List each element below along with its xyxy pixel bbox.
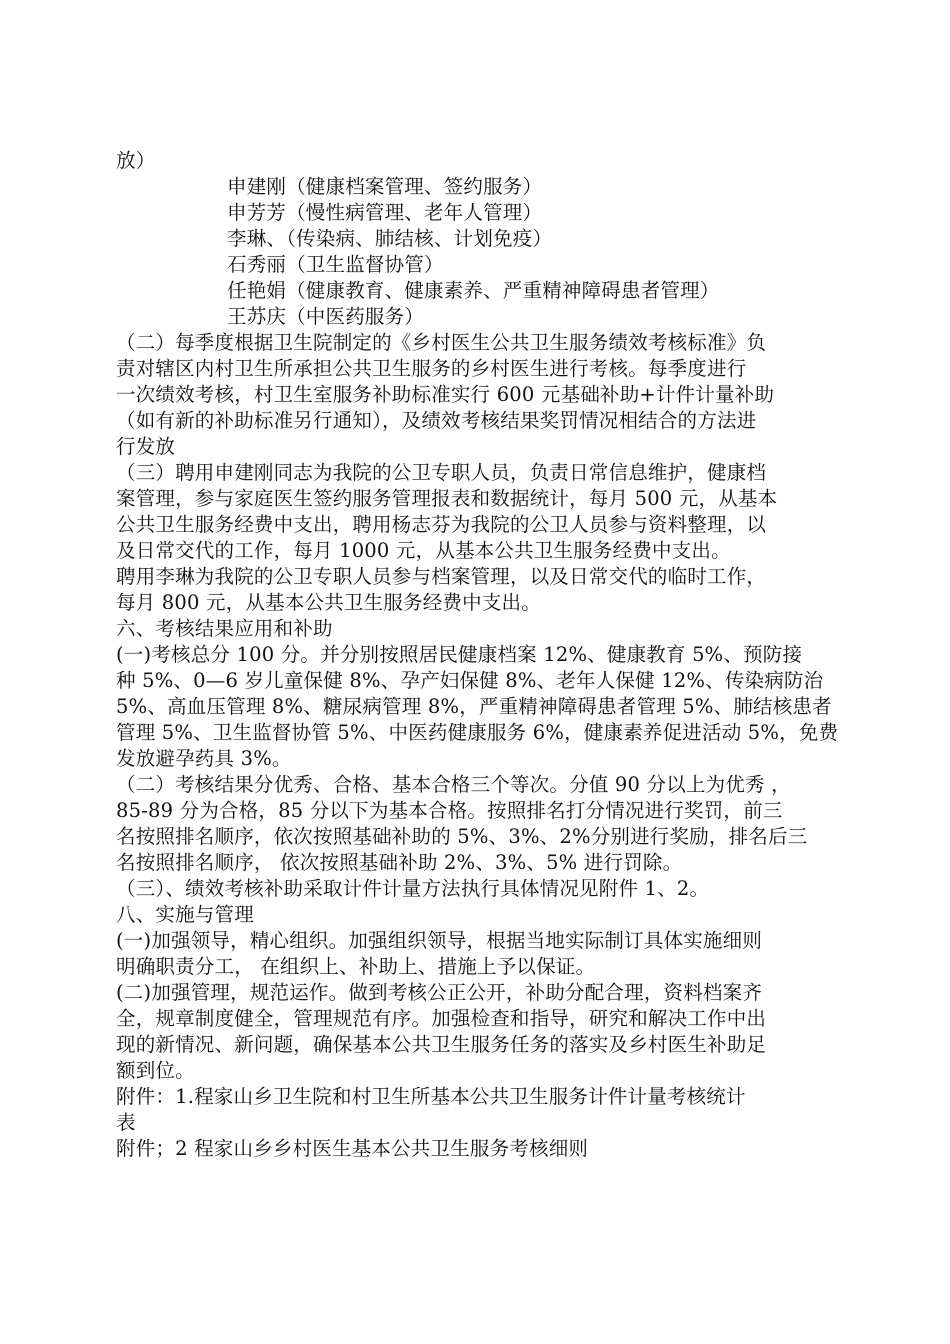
- text-line: 85-89 分为合格，85 分以下为基本合格。按照排名打分情况进行奖罚，前三: [116, 799, 783, 822]
- text-line: 附件；2 程家山乡乡村医生基本公共卫生服务考核细则: [116, 1137, 589, 1160]
- text-line: 名按照排名顺序， 依次按照基础补助 2%、3%、5% 进行罚除。: [116, 851, 683, 874]
- text-line: 管理 5%、卫生监督协管 5%、中医药健康服务 6%，健康素养促进活动 5%，免费: [116, 721, 839, 744]
- text-line: 申建刚（健康档案管理、签约服务）: [227, 175, 543, 198]
- text-line: 一次绩效考核，村卫生室服务补助标准实行 600 元基础补助+计件计量补助: [116, 383, 775, 406]
- text-line: 八、实施与管理: [116, 903, 254, 926]
- text-line: 王苏庆（中医药服务）: [227, 305, 425, 328]
- text-line: 案管理，参与家庭医生签约服务管理报表和数据统计，每月 500 元，从基本: [116, 487, 778, 510]
- text-line: 任艳娟（健康教育、健康素养、严重精神障碍患者管理）: [227, 279, 720, 302]
- text-line: 李琳、（传染病、肺结核、计划免疫）: [227, 227, 553, 250]
- text-line: 现的新情况、新问题，确保基本公共卫生服务任务的落实及乡村医生补助足: [116, 1033, 767, 1056]
- text-line: 聘用李琳为我院的公卫专职人员参与档案管理，以及日常交代的临时工作，: [116, 565, 767, 588]
- text-line: 全，规章制度健全，管理规范有序。加强检查和指导，研究和解决工作中出: [116, 1007, 767, 1030]
- text-line: 公共卫生服务经费中支出，聘用杨志芬为我院的公卫人员参与资料整理，以: [116, 513, 767, 536]
- text-line: 额到位。: [116, 1059, 195, 1082]
- text-line: 附件：1.程家山乡卫生院和村卫生所基本公共卫生服务计件计量考核统计: [116, 1085, 746, 1108]
- text-line: 明确职责分工， 在组织上、补助上、措施上予以保证。: [116, 955, 596, 978]
- text-line: (二)加强管理，规范运作。做到考核公正公开，补助分配合理，资料档案齐: [116, 981, 763, 1004]
- text-line: (一)考核总分 100 分。并分别按照居民健康档案 12%、健康教育 5%、预防接: [116, 643, 803, 666]
- text-line: 行发放: [116, 435, 176, 458]
- text-line: 种 5%、0—6 岁儿童保健 8%、孕产妇保健 8%、老年人保健 12%、传染病防治: [116, 669, 824, 692]
- text-line: （三）聘用申建刚同志为我院的公卫专职人员，负责日常信息维护，健康档: [116, 461, 767, 484]
- text-line: 放）: [116, 149, 156, 172]
- text-line: 及日常交代的工作，每月 1000 元，从基本公共卫生服务经费中支出。: [116, 539, 731, 562]
- text-line: 六、考核结果应用和补助: [116, 617, 333, 640]
- text-line: （如有新的补助标准另行通知），及绩效考核结果奖罚情况相结合的方法进: [116, 409, 757, 432]
- text-line: （三）、绩效考核补助采取计件计量方法执行具体情况见附件 1、2。: [116, 877, 710, 900]
- text-line: 申芳芳（慢性病管理、老年人管理）: [227, 201, 543, 224]
- text-line: (一)加强领导，精心组织。加强组织领导，根据当地实际制订具体实施细则: [116, 929, 763, 952]
- text-line: 每月 800 元，从基本公共卫生服务经费中支出。: [116, 591, 541, 614]
- text-line: 石秀丽（卫生监督协管）: [227, 253, 444, 276]
- text-line: （二）每季度根据卫生院制定的《乡村医生公共卫生服务绩效考核标准》负: [116, 331, 767, 354]
- text-line: 名按照排名顺序，依次按照基础补助的 5%、3%、2%分别进行奖励，排名后三: [116, 825, 808, 848]
- text-line: （二）考核结果分优秀、合格、基本合格三个等次。分值 90 分以上为优秀 ，: [116, 773, 791, 796]
- text-line: 责对辖区内村卫生所承担公共卫生服务的乡村医生进行考核。每季度进行: [116, 357, 747, 380]
- text-line: 5%、高血压管理 8%、糖尿病管理 8%，严重精神障碍患者管理 5%、肺结核患者: [116, 695, 832, 718]
- text-line: 发放避孕药具 3%。: [116, 747, 292, 770]
- document-body: [116, 148, 839, 1162]
- text-line: 表: [116, 1111, 136, 1134]
